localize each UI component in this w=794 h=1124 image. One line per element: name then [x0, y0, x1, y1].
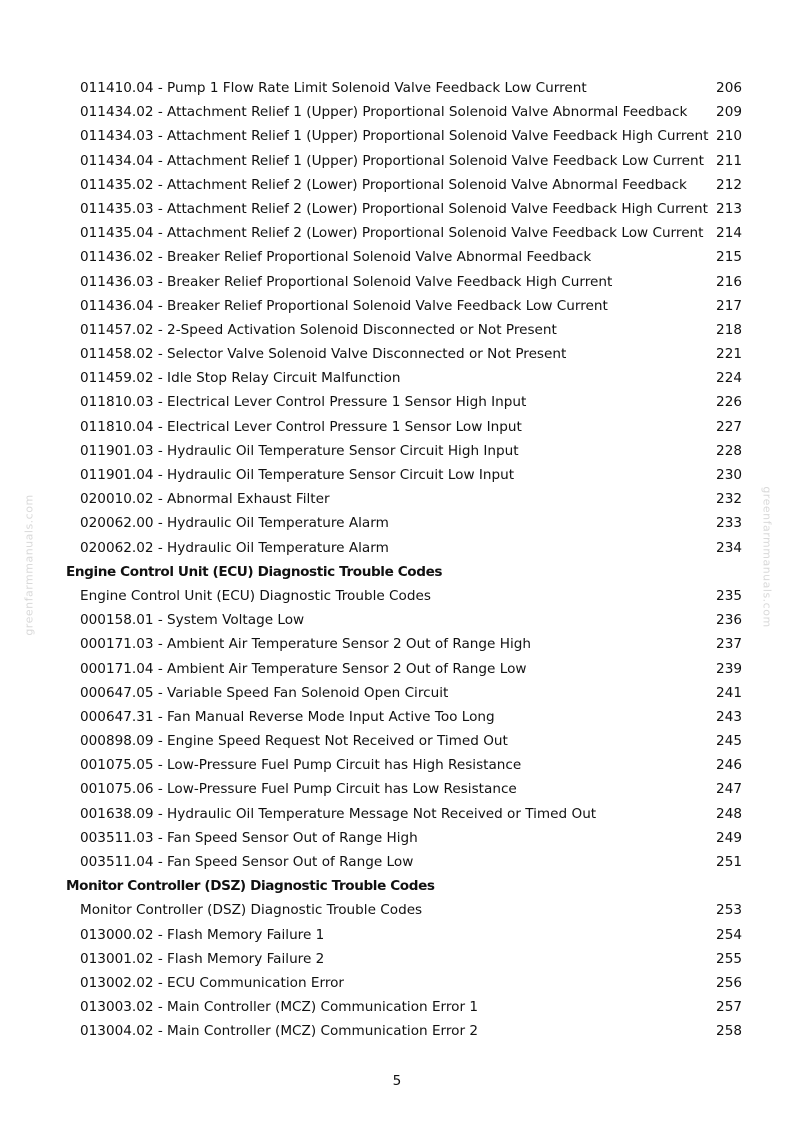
entry-title: 011901.03 - Hydraulic Oil Temperature Sensor Circuit High Input [80, 442, 519, 459]
entry-page-number: 228 [716, 442, 742, 459]
entry-title: Monitor Controller (DSZ) Diagnostic Trouble Codes [80, 902, 423, 919]
toc-entry[interactable] [0, 802, 794, 826]
toc-entry[interactable] [0, 657, 794, 681]
entry-title: 000171.03 - Ambient Air Temperature Sensor 2 Out of Range High [80, 636, 531, 653]
entry-page-number: 247 [716, 781, 742, 798]
toc-entry[interactable] [0, 124, 794, 148]
toc-entry[interactable] [0, 632, 794, 656]
entry-title: 001075.05 - Low-Pressure Fuel Pump Circuit has High Resistance [80, 757, 522, 774]
entry-page-number: 236 [716, 612, 742, 629]
toc-entry[interactable] [0, 923, 794, 947]
toc-entry[interactable] [0, 971, 794, 995]
toc-entry[interactable] [0, 995, 794, 1019]
entry-title: 001638.09 - Hydraulic Oil Temperature Message Not Received or Timed Out [80, 805, 597, 822]
entry-title: 001075.06 - Low-Pressure Fuel Pump Circuit has Low Resistance [80, 781, 517, 798]
entry-title: 013004.02 - Main Controller (MCZ) Communication Error 2 [80, 1023, 479, 1040]
entry-title: 011457.02 - 2-Speed Activation Solenoid Disconnected or Not Present [80, 321, 557, 338]
entry-page-number: 217 [716, 297, 742, 314]
section-title: Engine Control Unit (ECU) Diagnostic Trouble Codes [66, 563, 443, 580]
toc-entry[interactable] [0, 536, 794, 560]
watermark-right: greenfarmmanuals.com [760, 486, 774, 628]
toc-entry[interactable] [0, 173, 794, 197]
entry-title: 011435.03 - Attachment Relief 2 (Lower) Proportional Solenoid Valve Feedback High Current [80, 200, 708, 217]
entry-title: 011435.04 - Attachment Relief 2 (Lower) Proportional Solenoid Valve Feedback Low Current [80, 225, 704, 242]
entry-title: 020062.00 - Hydraulic Oil Temperature Alarm [80, 515, 389, 532]
toc-entry[interactable] [0, 705, 794, 729]
entry-page-number: 209 [716, 104, 742, 121]
entry-title: 000158.01 - System Voltage Low [80, 612, 305, 629]
toc-entry[interactable] [0, 149, 794, 173]
entry-page-number: 254 [716, 926, 742, 943]
entry-page-number: 230 [716, 467, 742, 483]
toc-entry[interactable] [0, 608, 794, 632]
toc-entry[interactable] [0, 463, 794, 487]
entry-title: 011434.04 - Attachment Relief 1 (Upper) Proportional Solenoid Valve Feedback Low Current [80, 152, 704, 169]
entry-page-number: 234 [716, 539, 742, 556]
entry-page-number: 215 [716, 249, 742, 266]
entry-page-number: 233 [716, 515, 742, 532]
toc-section-heading [0, 874, 794, 898]
toc-entry[interactable] [0, 681, 794, 705]
toc-entry[interactable] [0, 342, 794, 366]
entry-page-number: 221 [716, 346, 742, 363]
entry-title: 013001.02 - Flash Memory Failure 2 [80, 950, 325, 967]
toc-entry[interactable] [0, 366, 794, 390]
entry-page-number: 227 [716, 418, 742, 435]
entry-title: 011901.04 - Hydraulic Oil Temperature Sensor Circuit Low Input [80, 467, 515, 483]
entry-page-number: 211 [716, 152, 742, 169]
entry-title: 011410.04 - Pump 1 Flow Rate Limit Solenoid Valve Feedback Low Current [80, 80, 587, 96]
entry-page-number: 237 [716, 636, 742, 653]
entry-title: 020010.02 - Abnormal Exhaust Filter [80, 491, 330, 508]
toc-entry[interactable] [0, 318, 794, 342]
entry-page-number: 214 [716, 225, 742, 242]
toc-entry[interactable] [0, 487, 794, 511]
entry-page-number: 210 [716, 128, 742, 145]
entry-page-number: 255 [716, 950, 742, 967]
toc-entry[interactable] [0, 584, 794, 608]
toc-entry[interactable] [0, 850, 794, 874]
entry-page-number: 253 [716, 902, 742, 919]
toc-entry[interactable] [0, 777, 794, 801]
entry-title: 011436.03 - Breaker Relief Proportional Solenoid Valve Feedback High Current [80, 273, 613, 290]
toc-entry[interactable] [0, 511, 794, 535]
entry-page-number: 245 [716, 733, 742, 750]
toc-entry[interactable] [0, 390, 794, 414]
entry-title: 013000.02 - Flash Memory Failure 1 [80, 926, 325, 943]
entry-title: 020062.02 - Hydraulic Oil Temperature Alarm [80, 539, 389, 556]
entry-page-number: 257 [716, 999, 742, 1016]
entry-title: Engine Control Unit (ECU) Diagnostic Trouble Codes [80, 587, 431, 604]
toc-section-heading [0, 560, 794, 584]
toc-entry[interactable] [0, 947, 794, 971]
entry-page-number: 258 [716, 1023, 742, 1040]
entry-page-number: 216 [716, 273, 742, 290]
toc-entry[interactable] [0, 753, 794, 777]
entry-page-number: 212 [716, 176, 742, 193]
entry-page-number: 206 [716, 80, 742, 96]
toc-entry[interactable] [0, 415, 794, 439]
entry-title: 000898.09 - Engine Speed Request Not Received or Timed Out [80, 733, 508, 750]
entry-title: 003511.04 - Fan Speed Sensor Out of Range Low [80, 854, 414, 870]
entry-title: 013002.02 - ECU Communication Error [80, 974, 345, 991]
entry-page-number: 235 [716, 587, 742, 604]
toc-entry[interactable] [0, 439, 794, 463]
entry-page-number: 243 [716, 708, 742, 725]
entry-title: 011810.03 - Electrical Lever Control Pressure 1 Sensor High Input [80, 394, 527, 411]
entry-title: 011434.02 - Attachment Relief 1 (Upper) Proportional Solenoid Valve Abnormal Feedback [80, 104, 688, 121]
entry-title: 000171.04 - Ambient Air Temperature Sensor 2 Out of Range Low [80, 660, 527, 677]
entry-title: 000647.31 - Fan Manual Reverse Mode Input Active Too Long [80, 708, 495, 725]
toc-entry[interactable] [0, 221, 794, 245]
entry-page-number: 224 [716, 370, 742, 387]
entry-page-number: 232 [716, 491, 742, 508]
entry-title: 011435.02 - Attachment Relief 2 (Lower) Proportional Solenoid Valve Abnormal Feedback [80, 176, 687, 193]
entry-title: 011458.02 - Selector Valve Solenoid Valve Disconnected or Not Present [80, 346, 567, 363]
entry-title: 011810.04 - Electrical Lever Control Pressure 1 Sensor Low Input [80, 418, 522, 435]
table-of-contents [0, 76, 794, 1044]
entry-page-number: 226 [716, 394, 742, 411]
toc-entry[interactable] [0, 294, 794, 318]
entry-page-number: 251 [716, 854, 742, 870]
toc-entry[interactable] [0, 729, 794, 753]
entry-page-number: 241 [716, 684, 742, 701]
toc-entry[interactable] [0, 1019, 794, 1043]
entry-title: 011434.03 - Attachment Relief 1 (Upper) Proportional Solenoid Valve Feedback High Current [80, 128, 709, 145]
entry-page-number: 218 [716, 321, 742, 338]
entry-title: 003511.03 - Fan Speed Sensor Out of Range High [80, 829, 418, 846]
entry-title: 011459.02 - Idle Stop Relay Circuit Malfunction [80, 370, 401, 387]
toc-entry[interactable] [0, 826, 794, 850]
watermark-left: greenfarmmanuals.com [22, 494, 36, 636]
toc-entry[interactable] [0, 100, 794, 124]
entry-page-number: 246 [716, 757, 742, 774]
entry-title: 011436.04 - Breaker Relief Proportional Solenoid Valve Feedback Low Current [80, 297, 608, 314]
entry-page-number: 256 [716, 974, 742, 991]
page-number: 5 [392, 1073, 402, 1089]
toc-entry[interactable] [0, 76, 794, 100]
toc-entry[interactable] [0, 898, 794, 922]
entry-page-number: 213 [716, 200, 742, 217]
entry-page-number: 248 [716, 805, 742, 822]
entry-title: 013003.02 - Main Controller (MCZ) Communication Error 1 [80, 999, 479, 1016]
toc-entry[interactable] [0, 270, 794, 294]
entry-title: 000647.05 - Variable Speed Fan Solenoid Open Circuit [80, 684, 449, 701]
entry-page-number: 249 [716, 829, 742, 846]
section-title: Monitor Controller (DSZ) Diagnostic Trouble Codes [66, 878, 435, 895]
toc-entry[interactable] [0, 245, 794, 269]
entry-page-number: 239 [716, 660, 742, 677]
entry-title: 011436.02 - Breaker Relief Proportional Solenoid Valve Abnormal Feedback [80, 249, 592, 266]
toc-entry[interactable] [0, 197, 794, 221]
